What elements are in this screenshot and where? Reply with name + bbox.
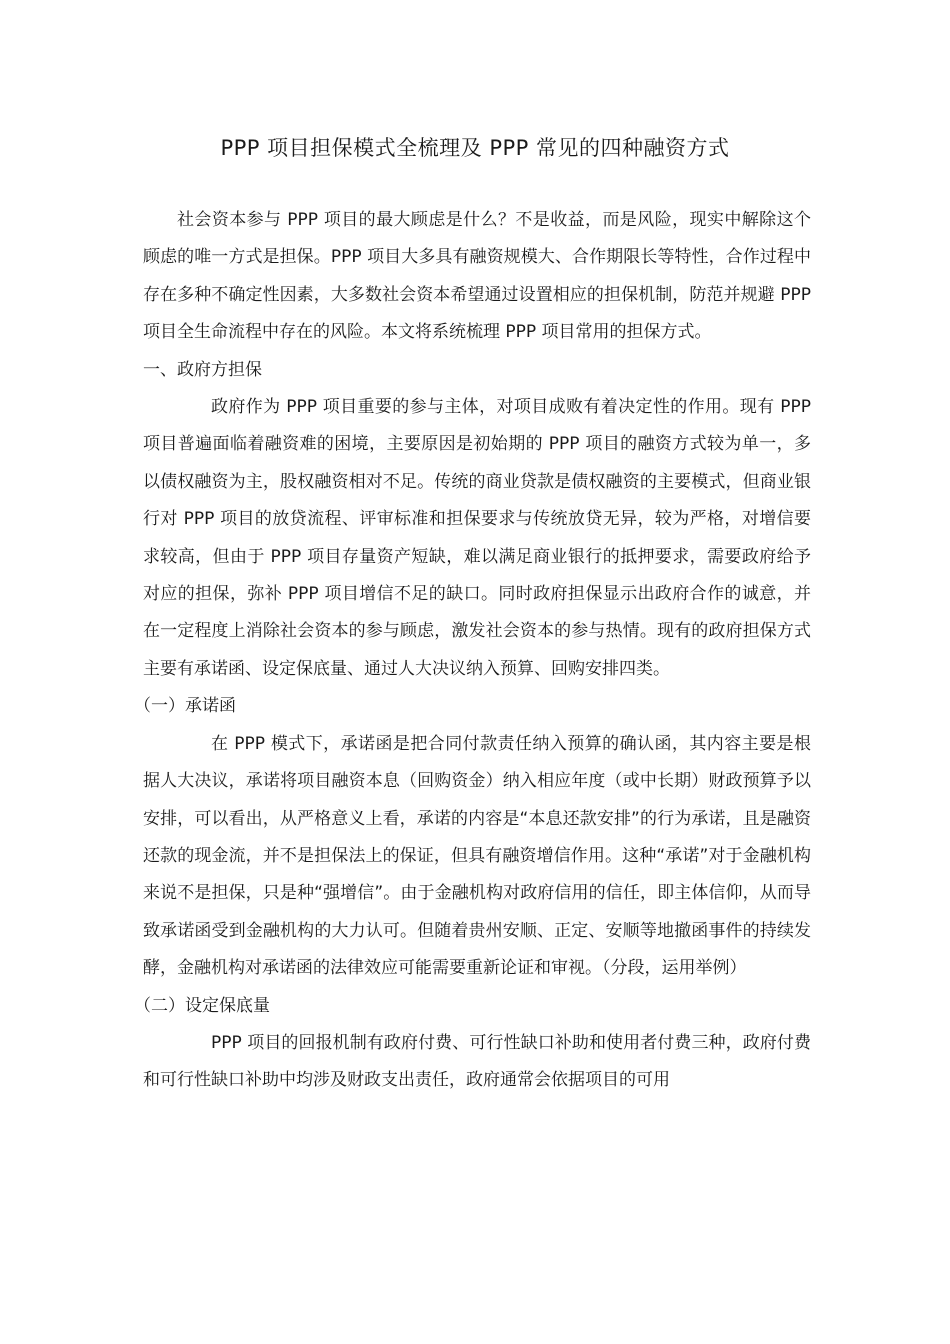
section-heading-government-guarantee: 一、政府方担保 bbox=[143, 359, 262, 380]
government-guarantee-paragraph: 政府作为 PPP 项目重要的参与主体，对项目成败有着决定性的作用。现有 PPP 项目普遍面临着融资难的困境，主要原因是初始期的 PPP 项目的融资方式较为单一，多以债权融资为主，股权融资相对不足。传统的商业贷款是债权融资的主要模式，但商业银行对 PPP 项目的放贷流程、评审标准和担保要求与传统放贷无异，较为严格，对增信要求较高，但由于 PPP 项目存量资产短缺，难以满足商业银行的抵押要求，需要政府给予对应的担保，弥补 PPP 项目增信不足的缺口。同时政府担保显示出政府合作的诚意，并在一定程度上消除社会资本的参与顾虑，激发社会资本的参与热情。现有的政府担保方式主要有承诺函、设定保底量、通过人大决议纳入预算、回购安排四类。 bbox=[143, 397, 811, 679]
subsection-heading-minimum-volume: （二）设定保底量 bbox=[134, 995, 270, 1016]
subsection-heading-commitment-letter: （一）承诺函 bbox=[134, 696, 236, 717]
minimum-volume-paragraph: PPP 项目的回报机制有政府付费、可行性缺口补助和使用者付费三种，政府付费和可行性缺口补助中均涉及财政支出责任，政府通常会依据项目的可用 bbox=[143, 1032, 811, 1091]
intro-paragraph: 社会资本参与 PPP 项目的最大顾虑是什么？不是收益，而是风险，现实中解除这个顾虑的唯一方式是担保。PPP 项目大多具有融资规模大、合作期限长等特性，合作过程中存在多种不确定性因素，大多数社会资本希望通过设置相应的担保机制，防范并规避 PPP 项目全生命流程中存在的风险。本文将系统梳理 PPP 项目常用的担保方式。 bbox=[143, 210, 811, 343]
commitment-letter-paragraph: 在 PPP 模式下，承诺函是把合同付款责任纳入预算的确认函，其内容主要是根据人大决议，承诺将项目融资本息（回购资金）纳入相应年度（或中长期）财政预算予以安排，可以看出，从严格意义上看，承诺的内容是“本息还款安排”的行为承诺，且是融资还款的现金流，并不是担保法上的保证，但具有融资增信作用。这种“承诺”对于金融机构来说不是担保，只是种“强增信”。由于金融机构对政府信用的信任，即主体信仰，从而导致承诺函受到金融机构的大力认可。但随着贵州安顺、正定、安顺等地撤函事件的持续发酵，金融机构对承诺函的法律效应可能需要重新论证和审视。（分段，运用举例） bbox=[143, 733, 811, 979]
document-body bbox=[134, 202, 811, 1100]
document-title: PPP 项目担保模式全梳理及 PPP 常见的四种融资方式 bbox=[220, 136, 730, 161]
